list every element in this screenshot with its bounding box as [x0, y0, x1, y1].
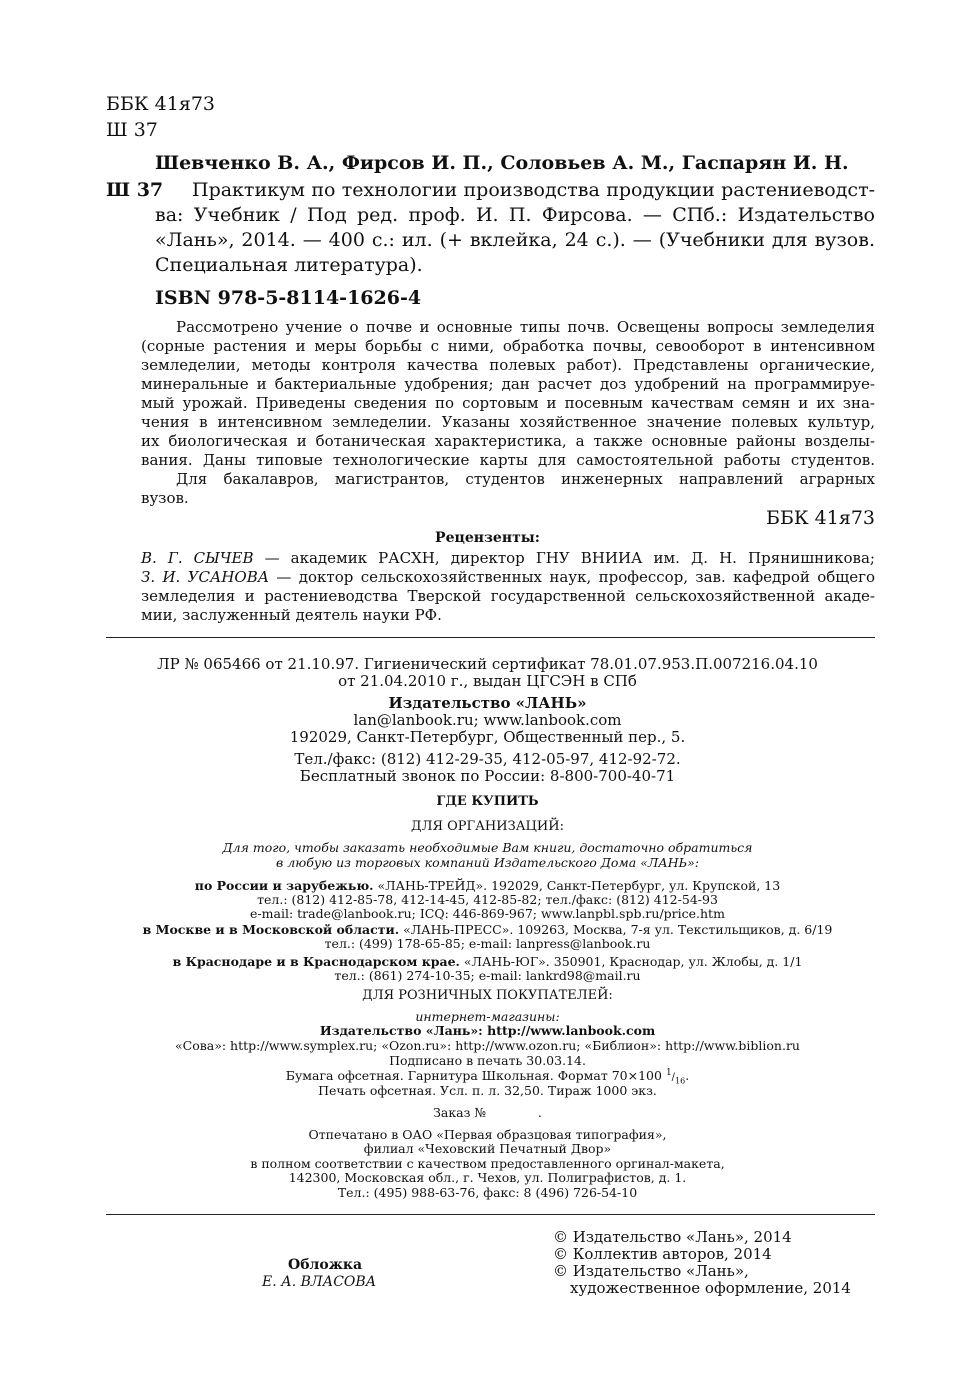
paper-format: Бумага офсетная. Гарнитура Школьная. Формат 70×100 $^1/_{16}$.: [285, 1068, 690, 1086]
publisher-free-call: Бесплатный звонок по России: 8-800-700-40-71: [299, 767, 676, 785]
reviewer-1: [141, 549, 875, 567]
divider-bottom: [106, 1214, 875, 1215]
license-line-2: от 21.04.2010 г., выдан ЦГСЭН в СПб: [338, 672, 637, 690]
abstract-line-8: вания. Даны типовые технологические карты для самостоятельной работы студентов.: [141, 451, 875, 469]
reviewer-1-text: — академик РАСХН, директор ГНУ ВНИИА им. Д. Н. Прянишникова;: [253, 549, 875, 567]
paper-format-end: .: [685, 1068, 690, 1084]
divider-top: [106, 637, 875, 638]
retail-heading: ДЛЯ РОЗНИЧНЫХ ПОКУПАТЕЛЕЙ:: [362, 988, 613, 1003]
author-mark-top: Ш 37: [106, 119, 158, 141]
trade-1: [0, 878, 975, 893]
format-fraction-denominator: 16: [675, 1076, 686, 1086]
retail-others: «Сова»: http://www.symplex.ru; «Ozon.ru»: http://www.ozon.ru; «Библион»: http://www.biblion.ru: [175, 1038, 800, 1053]
trade-3: [0, 954, 975, 969]
authors: Шевченко В. А., Фирсов И. П., Соловьев А. М., Гаспарян И. Н.: [155, 152, 849, 174]
abstract-line-6: чения в интенсивном земледелии. Указаны хозяйственное значение полевых культур,: [141, 413, 875, 431]
abstract-line-1: Рассмотрено учение о почве и основные типы почв. Освещены вопросы земледелия: [176, 318, 875, 336]
copyright-1: © Издательство «Лань», 2014: [553, 1228, 792, 1246]
abstract-line-5: мый урожай. Приведены сведения по сортовым и посевным качествам семян и их зна-: [141, 394, 875, 412]
bbk-code-bottom: ББК 41я73: [765, 507, 875, 529]
trade-2-details: «ЛАНЬ-ПРЕСС». 109263, Москва, 7-я ул. Текстильщиков, д. 6/19: [399, 922, 833, 937]
bbk-code-top: ББК 41я73: [106, 93, 216, 115]
abstract-line-7: их биологическая и ботаническая характеристика, а также основные районы возделы-: [141, 432, 875, 450]
copyright-2: © Коллектив авторов, 2014: [553, 1245, 772, 1263]
reviewer-2-text: — доктор сельскохозяйственных наук, профессор, зав. кафедрой общего: [269, 568, 875, 586]
abstract-line-9: Для бакалавров, магистрантов, студентов инженерных направлений аграрных: [176, 470, 875, 488]
format-fraction-numerator: 1: [665, 1068, 672, 1078]
reviewer-2: [141, 568, 875, 586]
org-note-line-1: Для того, чтобы заказать необходимые Вам книги, достаточно обратиться: [222, 840, 753, 855]
cover-artist: Е. А. ВЛАСОВА: [262, 1274, 377, 1290]
trade-2-line-2: тел.: (499) 178-65-85; e-mail: lanpress@lanbook.ru: [324, 936, 651, 951]
reviewer-2-line-3: мии, заслуженный деятель науки РФ.: [141, 606, 442, 624]
publisher-phone: Тел./факс: (812) 412-29-35, 412-05-97, 412-92-72.: [294, 750, 681, 768]
abstract-line-10: вузов.: [141, 489, 189, 507]
reviewer-1-name: В. Г. СЫЧЕВ: [141, 549, 254, 567]
publisher-name: Издательство «ЛАНЬ»: [388, 694, 587, 712]
trade-1-region: по России и зарубежью.: [194, 878, 374, 893]
abstract-line-3: земледелии, методы контроля качества полевых работ). Представлены органические,: [141, 356, 875, 374]
title-line-2: ва: Учебник / Под ред. проф. И. П. Фирсова. — СПб.: Издательство: [155, 204, 875, 226]
printed-line-5: Тел.: (495) 988-63-76, факс: 8 (496) 726-54-10: [337, 1185, 638, 1200]
trade-3-region: в Краснодаре и в Краснодарском крае.: [172, 954, 460, 969]
copyright-3-cont: художественное оформление, 2014: [570, 1279, 851, 1297]
reviewer-2-line-2: земледелия и растениеводства Тверской государственной сельскохозяйственной акаде-: [141, 587, 875, 605]
org-heading: ДЛЯ ОРГАНИЗАЦИЙ:: [411, 819, 564, 834]
order-number: Заказ № .: [433, 1105, 542, 1120]
trade-1-line-3: e-mail: trade@lanbook.ru; ICQ: 446-869-967; www.lanpbl.spb.ru/price.htm: [250, 906, 725, 921]
printed-line-2: филиал «Чеховский Печатный Двор»: [363, 1141, 612, 1156]
cover-label: Обложка: [288, 1257, 363, 1273]
paper-format-text: Бумага офсетная. Гарнитура Школьная. Формат 70×100: [285, 1068, 666, 1084]
title-line-4: Специальная литература).: [155, 254, 423, 276]
abstract-line-4: минеральные и бактериальные удобрения; дан расчет доз удобрений на программируе-: [141, 375, 875, 393]
printed-line-1: Отпечатано в ОАО «Первая образцовая типография»,: [308, 1127, 667, 1142]
printed-line-3: в полном соответствии с качеством предоставленного оргинал-макета,: [250, 1156, 725, 1171]
publisher-address: 192029, Санкт-Петербург, Общественный пер., 5.: [289, 728, 686, 746]
title-line-3: «Лань», 2014. — 400 с.: ил. (+ вклейка, 24 с.). — (Учебники для вузов.: [155, 229, 875, 251]
retail-note: интернет-магазины:: [415, 1009, 560, 1024]
isbn: ISBN 978-5-8114-1626-4: [155, 287, 422, 309]
trade-1-line-2: тел.: (812) 412-85-78, 412-14-45, 412-85-82; тел./факс: (812) 412-54-93: [257, 892, 718, 907]
license-line-1: ЛР № 065466 от 21.10.97. Гигиенический сертификат 78.01.07.953.П.007216.04.10: [157, 655, 818, 673]
trade-1-details: «ЛАНЬ-ТРЕЙД». 192029, Санкт-Петербург, ул. Крупской, 13: [373, 878, 781, 893]
abstract-line-2: (сорные растения и меры борьбы с ними, обработка почвы, севооборот в интенсивном: [141, 337, 875, 355]
org-note-line-2: в любую из торговых компаний Издательского Дома «ЛАНЬ»:: [276, 855, 699, 870]
trade-2-region: в Москве и в Московской области.: [142, 922, 400, 937]
author-mark: Ш 37: [106, 179, 164, 201]
signed-to-print: Подписано в печать 30.03.14.: [389, 1053, 586, 1068]
trade-2: [0, 922, 975, 937]
copyright-3: © Издательство «Лань»,: [553, 1262, 749, 1280]
print-line: Печать офсетная. Усл. п. л. 32,50. Тираж 1000 экз.: [318, 1083, 657, 1098]
trade-3-line-2: тел.: (861) 274-10-35; e-mail: lankrd98@mail.ru: [334, 968, 641, 983]
trade-3-details: «ЛАНЬ-ЮГ». 350901, Краснодар, ул. Жлобы, д. 1/1: [459, 954, 803, 969]
title-line-1: Практикум по технологии производства продукции растениеводст-: [192, 179, 875, 201]
printed-line-4: 142300, Московская обл., г. Чехов, ул. Полиграфистов, д. 1.: [288, 1170, 687, 1185]
retail-main: Издательство «Лань»: http://www.lanbook.com: [319, 1023, 656, 1038]
reviewers-heading: Рецензенты:: [435, 530, 540, 546]
where-to-buy-heading: ГДЕ КУПИТЬ: [436, 794, 539, 809]
publisher-contacts: lan@lanbook.ru; www.lanbook.com: [353, 711, 622, 729]
reviewer-2-name: З. И. УСАНОВА: [141, 568, 270, 586]
